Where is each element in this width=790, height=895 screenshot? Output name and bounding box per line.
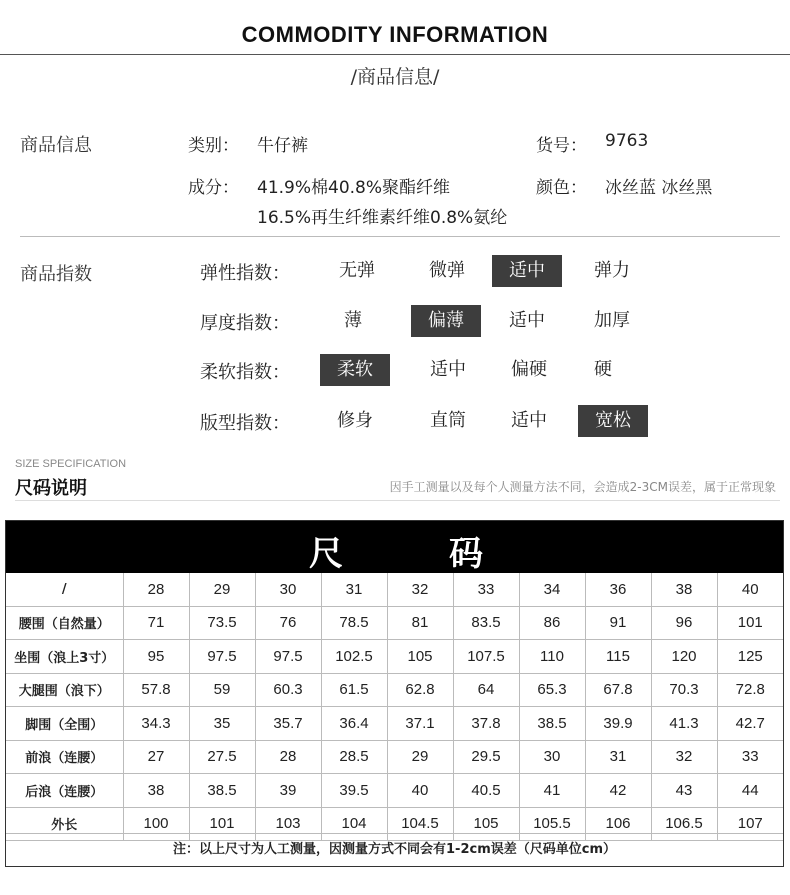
table-cell: 38 <box>651 573 717 606</box>
table-cell: 28 <box>123 573 189 606</box>
table-cell: 106 <box>585 807 651 841</box>
table-cell: 83.5 <box>453 606 519 640</box>
table-cell: 38.5 <box>519 707 585 741</box>
table-cell: 29 <box>387 740 453 774</box>
table-cell: 86 <box>519 606 585 640</box>
table-cell: 31 <box>321 573 387 606</box>
table-cell: 62.8 <box>387 673 453 707</box>
table-cell: 27 <box>123 740 189 774</box>
sku-value: 9763 <box>605 131 649 151</box>
table-cell: 60.3 <box>255 673 321 707</box>
table-cell: 36.4 <box>321 707 387 741</box>
table-cell: 64 <box>453 673 519 707</box>
color-label: 颜色： <box>536 178 587 198</box>
table-cell: 97.5 <box>189 640 255 674</box>
table-cell: 28.5 <box>321 740 387 774</box>
size-chart <box>5 520 784 867</box>
row-header-cell: 外长 <box>6 807 123 841</box>
table-row <box>6 640 783 674</box>
table-row <box>6 707 783 741</box>
table-cell: 101 <box>189 807 255 841</box>
table-cell: 81 <box>387 606 453 640</box>
table-cell: 105 <box>387 640 453 674</box>
table-cell: 37.1 <box>387 707 453 741</box>
table-cell: 40 <box>387 774 453 808</box>
size-spec-title: 尺码说明 <box>15 478 87 499</box>
row-header-cell: 后浪（连腰） <box>6 774 123 808</box>
index-option: 适中 <box>430 359 466 380</box>
table-cell: 34 <box>519 573 585 606</box>
table-cell: 34.3 <box>123 707 189 741</box>
table-cell: 29 <box>189 573 255 606</box>
category-label: 类别： <box>188 136 239 156</box>
info-section-label: 商品信息 <box>20 135 92 156</box>
index-option-selected: 宽松 <box>578 405 648 437</box>
table-cell: 44 <box>717 774 783 808</box>
row-header-cell: 坐围（浪上3寸） <box>6 640 123 674</box>
table-cell: 36 <box>585 573 651 606</box>
table-cell: 28 <box>255 740 321 774</box>
index-name: 柔软指数： <box>200 362 290 383</box>
index-option: 修身 <box>337 410 373 431</box>
indices-section-label: 商品指数 <box>20 264 92 285</box>
size-chart-banner <box>6 521 783 573</box>
index-name: 版型指数： <box>200 413 290 434</box>
table-cell: 41 <box>519 774 585 808</box>
table-cell: 102.5 <box>321 640 387 674</box>
table-row <box>6 673 783 707</box>
table-cell: 104 <box>321 807 387 841</box>
table-cell: 38.5 <box>189 774 255 808</box>
table-cell: 100 <box>123 807 189 841</box>
table-cell: 70.3 <box>651 673 717 707</box>
table-cell: 107.5 <box>453 640 519 674</box>
size-spec-note: 因手工测量以及每个人测量方法不同，会造成2-3CM误差，属于正常现象 <box>389 480 776 494</box>
table-cell: 32 <box>387 573 453 606</box>
page-title: COMMODITY INFORMATION <box>241 22 549 47</box>
row-header-cell: / <box>6 573 123 606</box>
table-cell: 65.3 <box>519 673 585 707</box>
index-option: 直筒 <box>430 410 466 431</box>
index-option: 弹力 <box>594 260 630 281</box>
table-cell: 43 <box>651 774 717 808</box>
index-name: 厚度指数： <box>200 313 290 334</box>
composition-line1: 41.9%棉40.8%聚酯纤维 <box>257 178 451 198</box>
table-row <box>6 774 783 808</box>
table-cell: 33 <box>717 740 783 774</box>
index-row-fit <box>0 405 790 437</box>
category-value: 牛仔裤 <box>257 136 308 156</box>
index-option: 加厚 <box>594 310 630 331</box>
index-option: 硬 <box>594 359 612 380</box>
table-cell: 120 <box>651 640 717 674</box>
table-cell: 57.8 <box>123 673 189 707</box>
index-option: 适中 <box>511 410 547 431</box>
table-cell: 91 <box>585 606 651 640</box>
table-cell: 39.5 <box>321 774 387 808</box>
table-cell: 59 <box>189 673 255 707</box>
table-cell: 35.7 <box>255 707 321 741</box>
table-cell: 73.5 <box>189 606 255 640</box>
table-cell: 105 <box>453 807 519 841</box>
table-cell: 61.5 <box>321 673 387 707</box>
color-value: 冰丝蓝 冰丝黑 <box>605 178 713 198</box>
index-option-selected: 偏薄 <box>411 305 481 337</box>
table-cell: 67.8 <box>585 673 651 707</box>
index-option-selected: 柔软 <box>320 354 390 386</box>
table-cell: 35 <box>189 707 255 741</box>
banner-char: 尺 <box>309 534 343 574</box>
table-cell: 71 <box>123 606 189 640</box>
table-cell: 32 <box>651 740 717 774</box>
table-cell: 42 <box>585 774 651 808</box>
table-cell: 39 <box>255 774 321 808</box>
index-row-thickness <box>0 305 790 337</box>
table-cell: 41.3 <box>651 707 717 741</box>
index-name: 弹性指数： <box>200 263 290 284</box>
table-cell: 40.5 <box>453 774 519 808</box>
table-cell: 106.5 <box>651 807 717 841</box>
row-header-cell: 大腿围（浪下） <box>6 673 123 707</box>
table-cell: 103 <box>255 807 321 841</box>
row-header-cell: 腰围（自然量） <box>6 606 123 640</box>
composition-line2: 16.5%再生纤维素纤维0.8%氨纶 <box>257 208 508 228</box>
index-option: 适中 <box>509 310 545 331</box>
row-header-cell: 前浪（连腰） <box>6 740 123 774</box>
table-cell: 107 <box>717 807 783 841</box>
table-cell: 125 <box>717 640 783 674</box>
table-cell: 115 <box>585 640 651 674</box>
size-table <box>6 573 783 841</box>
table-cell: 97.5 <box>255 640 321 674</box>
table-cell: 42.7 <box>717 707 783 741</box>
composition-label: 成分： <box>188 178 239 198</box>
index-option: 偏硬 <box>511 359 547 380</box>
table-cell: 29.5 <box>453 740 519 774</box>
table-cell: 37.8 <box>453 707 519 741</box>
table-cell: 38 <box>123 774 189 808</box>
sku-label: 货号： <box>536 136 587 156</box>
row-header-cell: 脚围（全围） <box>6 707 123 741</box>
table-row <box>6 740 783 774</box>
banner-char: 码 <box>449 534 483 574</box>
section-divider <box>20 236 780 237</box>
index-row-softness <box>0 354 790 386</box>
table-cell: 39.9 <box>585 707 651 741</box>
table-cell: 72.8 <box>717 673 783 707</box>
table-cell: 33 <box>453 573 519 606</box>
index-row-elasticity <box>0 255 790 287</box>
page-subtitle: /商品信息/ <box>350 66 440 88</box>
size-spec-en: SIZE SPECIFICATION <box>15 458 127 470</box>
index-option-selected: 适中 <box>492 255 562 287</box>
size-table-footnote: 注：以上尺寸为人工测量，因测量方式不同会有1-2cm误差（尺码单位cm） <box>6 833 783 866</box>
header-divider <box>0 54 790 55</box>
table-cell: 110 <box>519 640 585 674</box>
index-option: 薄 <box>344 310 362 331</box>
table-cell: 30 <box>255 573 321 606</box>
size-spec-divider <box>15 500 780 501</box>
table-cell: 31 <box>585 740 651 774</box>
table-cell: 104.5 <box>387 807 453 841</box>
table-cell: 30 <box>519 740 585 774</box>
table-cell: 78.5 <box>321 606 387 640</box>
table-cell: 27.5 <box>189 740 255 774</box>
table-row <box>6 606 783 640</box>
index-option: 无弹 <box>339 260 375 281</box>
table-cell: 95 <box>123 640 189 674</box>
index-option: 微弹 <box>429 260 465 281</box>
table-cell: 105.5 <box>519 807 585 841</box>
table-cell: 96 <box>651 606 717 640</box>
table-cell: 101 <box>717 606 783 640</box>
table-cell: 40 <box>717 573 783 606</box>
table-header-row <box>6 573 783 606</box>
table-cell: 76 <box>255 606 321 640</box>
